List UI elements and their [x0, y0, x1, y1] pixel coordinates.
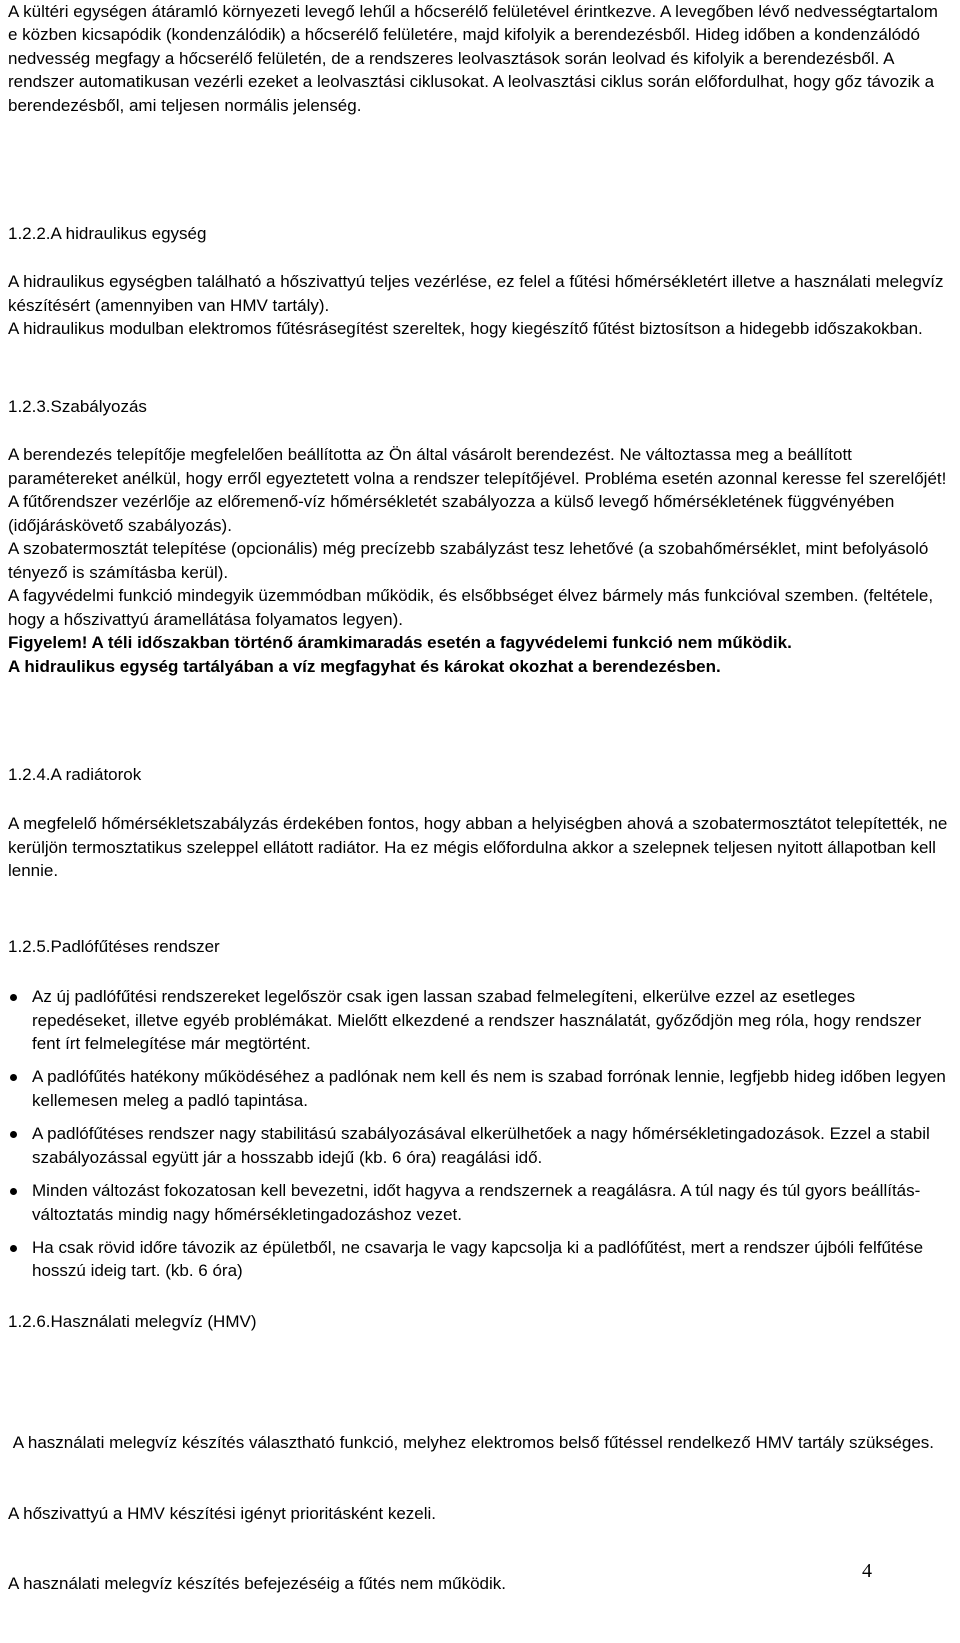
- dhw-section-body: [8, 1384, 948, 1643]
- list-item: Az új padlófűtési rendszereket legelőször csak igen lassan szabad felmelegíteni, elkerülve ezzel az esetleges repedéseket, illetve egyéb problémákat. Mielőtt elkezdené a rendszer használatát, győződjön meg róla, hogy rendszer fent írt felmelegítése már megtörtént.: [8, 985, 948, 1056]
- heading-domestic-hot-water: 1.2.6.Használati melegvíz (HMV): [8, 1312, 257, 1331]
- intro-paragraph: A kültéri egységen átáramló környezeti levegő lehűl a hőcserélő felületével érintkezve. A levegőben lévő nedvességtartalom e közben kicsapódik (kondenzálódik) a hőcserélő felületére, majd kifolyik a berendezésből. Hideg időben a kondenzálódó nedvesség megfagy a hőcserélő felületén, de a rendszeres leolvasztások során leolvad és kifolyik a berendezésből. A rendszer automatikusan vezérli ezeket a leolvasztási ciklusokat. A leolvasztási ciklus során előfordulhat, hogy gőz távozik a berendezésből, ami teljesen normális jelenség.: [8, 2, 938, 115]
- heading-radiators: 1.2.4.A radiátorok: [8, 765, 142, 784]
- list-item: Ha csak rövid időre távozik az épületből, ne csavarja le vagy kapcsolja ki a padlófűtést, mert a rendszer újbóli felfűtése hosszú ideig tart. (kb. 6 óra): [8, 1236, 948, 1283]
- dhw-paragraph-3: A használati melegvíz készítés befejezéséig a fűtés nem működik.: [8, 1574, 506, 1593]
- list-item: A padlófűtés hatékony működéséhez a padlónak nem kell és nem is szabad forrónak lennie, legfjebb hideg időben legyen kellemesen meleg a padló tapintása.: [8, 1065, 948, 1112]
- dhw-paragraph-2: A hőszivattyú a HMV készítési igényt prioritásként kezeli.: [8, 1503, 437, 1523]
- list-item: A padlófűtéses rendszer nagy stabilitású szabályozásával elkerülhetőek a nagy hőmérsékletingadozások. Ezzel a stabil szabályozással együtt jár a hosszabb idejű (kb. 6 óra) reagálási idő.: [8, 1122, 948, 1169]
- tank-freeze-warning: A hidraulikus egység tartályában a víz megfagyhat és károkat okozhat a berendezésben.: [8, 656, 721, 676]
- hydraulic-section-body: [8, 270, 948, 341]
- dhw-paragraph-1: A használati melegvíz készítés választható funkció, melyhez elektromos belső fűtéssel rendelkező HMV tartály szükséges.: [8, 1433, 934, 1452]
- hydraulic-paragraph-1: A hidraulikus egységben található a hőszivattyú teljes vezérlése, ez felel a fűtési hőmérsékletért illetve a használati melegvíz készítésért (amennyiben van HMV tartály).: [8, 272, 944, 315]
- page-number: 4: [862, 1560, 872, 1582]
- control-paragraph-1: A berendezés telepítője megfelelően beállította az Ön által vásárolt berendezést. Ne változtassa meg a beállított paramétereket anélkül, hogy erről egyeztetett volna a rendszer telepítőjével. Probléma esetén azonnal keresse fel szerelőjét!: [8, 445, 947, 488]
- heading-floor-heating: 1.2.5.Padlófűtéses rendszer: [8, 937, 220, 956]
- heading-hydraulic-unit: 1.2.2.A hidraulikus egység: [8, 224, 207, 243]
- control-paragraph-4: A fagyvédelmi funkció mindegyik üzemmódban működik, és elsőbbséget élvez bármely más funkcióval szemben. (feltétele, hogy a hőszivattyú áramellátása folyamatos legyen).: [8, 586, 934, 629]
- floor-heating-list: [8, 985, 948, 1293]
- control-paragraph-3: A szobatermosztát telepítése (opcionális) még precízebb szabályzást tesz lehetővé (a szobahőmérséklet, mint befolyásoló tényező is számításba kerül).: [8, 539, 929, 582]
- list-item: Minden változást fokozatosan kell bevezetni, időt hagyva a rendszernek a reagálásra. A túl nagy és túl gyors beállítás-változtatás mindig nagy hőmérsékletingadozáshoz vezet.: [8, 1179, 948, 1226]
- control-section-body: [8, 443, 948, 678]
- radiators-paragraph: A megfelelő hőmérsékletszabályzás érdekében fontos, hogy abban a helyiségben ahová a szobatermosztátot telepítették, ne kerüljön termosztatikus szeleppel ellátott radiátor. Ha ez mégis előfordulna akkor a szelepnek teljesen nyitott állapotban kell lennie.: [8, 814, 948, 880]
- control-paragraph-2: A fűtőrendszer vezérlője az előremenő-víz hőmérsékletét szabályozza a külső levegő hőmérsékletének függvényében (időjáráskövető szabályozás).: [8, 492, 895, 535]
- hydraulic-paragraph-2: A hidraulikus modulban elektromos fűtésrásegítést szereltek, hogy kiegészítő fűtést biztosítson a hidegebb időszakokban.: [8, 319, 923, 338]
- heading-control: 1.2.3.Szabályozás: [8, 397, 147, 416]
- frost-warning: Figyelem! A téli időszakban történő áramkimaradás esetén a fagyvédelemi funkció nem működik.: [8, 633, 792, 652]
